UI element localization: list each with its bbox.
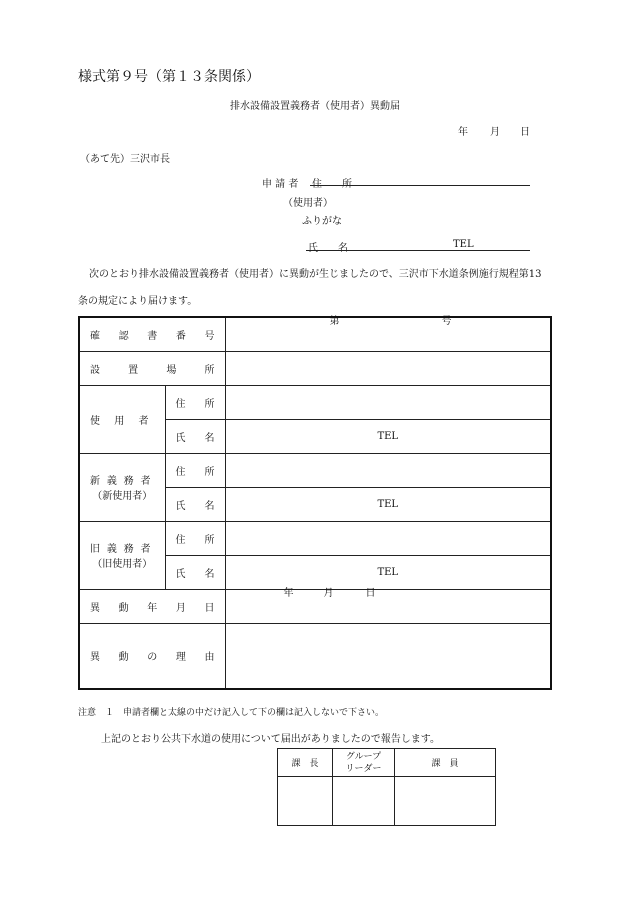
user-address-label-cell	[165, 385, 225, 419]
user-name-label: 氏 名	[175, 432, 215, 444]
old-obligor-address-value-cell[interactable]	[225, 521, 551, 555]
confirm-number-dai: 第	[329, 316, 340, 327]
approval-chief-label: 課 長	[278, 749, 333, 777]
approval-group-leader-stamp-cell[interactable]	[333, 777, 395, 826]
user-tel-label: TEL	[377, 430, 399, 442]
old-obligor-name-label: 氏 名	[175, 568, 215, 580]
applicant-tel-label: TEL	[453, 239, 474, 250]
old-obligor-label: 旧 義 務 者	[90, 544, 151, 555]
change-date-day: 日	[365, 587, 376, 599]
approval-staff-label: 課 員	[395, 749, 496, 777]
row-user-address	[79, 385, 551, 419]
new-obligor-address-label-cell	[165, 453, 225, 487]
change-date-year: 年	[283, 587, 294, 599]
row-old-obligor-address	[79, 521, 551, 555]
applicant-furigana-label: ふりがな	[302, 216, 342, 227]
confirm-number-value-cell[interactable]	[225, 317, 551, 351]
old-obligor-sub-label: （旧使用者）	[92, 559, 153, 570]
approval-table	[277, 748, 496, 826]
applicant-user-label: （使用者）	[283, 198, 333, 209]
user-name-label-cell	[165, 419, 225, 453]
user-label: 使 用 者	[90, 415, 149, 427]
confirm-number-label-cell	[79, 317, 225, 351]
applicant-label: 申 請 者	[262, 179, 299, 190]
location-label-cell	[79, 351, 225, 385]
new-obligor-name-value-cell[interactable]	[225, 487, 551, 521]
new-obligor-address-value-cell[interactable]	[225, 453, 551, 487]
new-obligor-tel-label: TEL	[377, 498, 399, 510]
reason-label-cell	[79, 623, 225, 689]
body-line-1: 次のとおり排水設備設置義務者（使用者）に異動が生じましたので、三沢市下水道条例施行規程第13	[89, 269, 542, 280]
body-line-2: 条の規定により届けます。	[78, 296, 198, 307]
change-date-label: 異 動 年 月 日	[90, 602, 215, 614]
location-value-cell[interactable]	[225, 351, 551, 385]
row-confirm-number	[79, 317, 551, 351]
report-text: 上記のとおり公共下水道の使用について届出がありましたので報告します。	[101, 734, 440, 745]
old-obligor-label-cell	[79, 521, 165, 589]
date-year-label: 年	[458, 127, 468, 138]
applicant-address-line[interactable]	[310, 185, 530, 186]
row-location	[79, 351, 551, 385]
applicant-name-label: 氏 名	[308, 243, 348, 254]
applicant-address-label: 住 所	[312, 179, 352, 190]
new-obligor-address-label: 住 所	[175, 466, 215, 478]
row-change-date	[79, 589, 551, 623]
change-date-value-cell[interactable]	[225, 589, 551, 623]
new-obligor-label: 新 義 務 者	[90, 476, 151, 487]
new-obligor-name-label: 氏 名	[175, 500, 215, 512]
main-form-table	[78, 316, 552, 690]
approval-header-row	[278, 749, 496, 777]
approval-chief-stamp-cell[interactable]	[278, 777, 333, 826]
confirm-number-go: 号	[441, 316, 452, 327]
location-label: 設 置 場 所	[90, 364, 215, 376]
form-number-label: 様式第９号（第１３条関係）	[78, 69, 260, 85]
new-obligor-name-label-cell	[165, 487, 225, 521]
old-obligor-name-label-cell	[165, 555, 225, 589]
user-label-cell	[79, 385, 165, 453]
old-obligor-address-label-cell	[165, 521, 225, 555]
date-month-label: 月	[490, 127, 500, 138]
reason-value-cell[interactable]	[225, 623, 551, 689]
approval-stamp-row	[278, 777, 496, 826]
user-address-value-cell[interactable]	[225, 385, 551, 419]
row-new-obligor-address	[79, 453, 551, 487]
change-date-month: 月	[323, 587, 334, 599]
old-obligor-name-value-cell[interactable]	[225, 555, 551, 589]
new-obligor-label-cell	[79, 453, 165, 521]
note-1: 注意 １ 申請者欄と太線の中だけ記入して下の欄は記入しないで下さい。	[78, 708, 385, 718]
applicant-name-line[interactable]	[306, 250, 530, 251]
approval-group-leader-label: グループ リーダー	[333, 749, 395, 777]
new-obligor-sub-label: （新使用者）	[92, 491, 153, 502]
form-title: 排水設備設置義務者（使用者）異動届	[230, 101, 400, 112]
row-reason	[79, 623, 551, 689]
addressee: （あて先）三沢市長	[80, 154, 170, 165]
confirm-number-label: 確 認 書 番 号	[90, 330, 215, 342]
date-day-label: 日	[520, 127, 530, 138]
user-address-label: 住 所	[175, 398, 215, 410]
change-date-label-cell	[79, 589, 225, 623]
old-obligor-tel-label: TEL	[377, 566, 399, 578]
user-name-value-cell[interactable]	[225, 419, 551, 453]
approval-staff-stamp-cell[interactable]	[395, 777, 496, 826]
old-obligor-address-label: 住 所	[175, 534, 215, 546]
reason-label: 異 動 の 理 由	[90, 652, 215, 664]
